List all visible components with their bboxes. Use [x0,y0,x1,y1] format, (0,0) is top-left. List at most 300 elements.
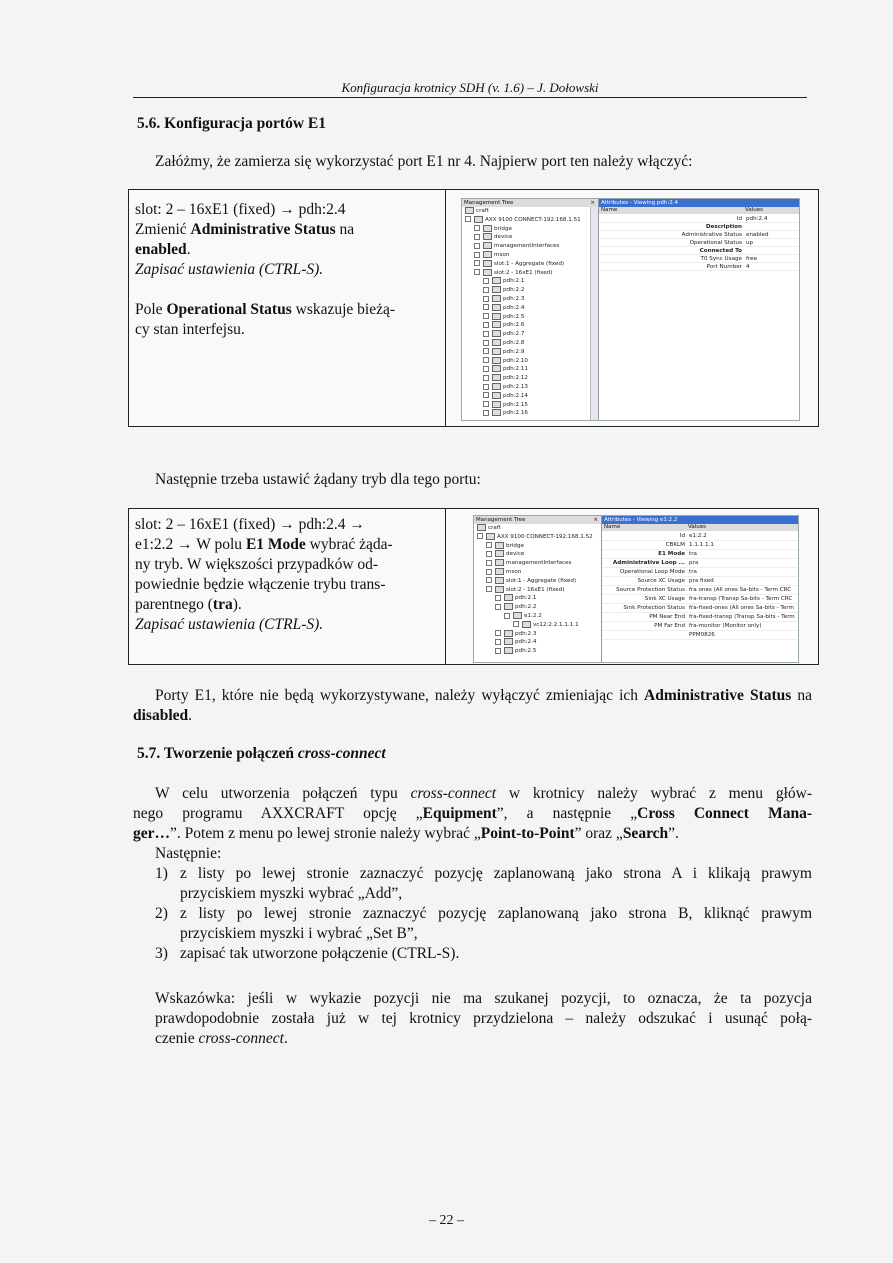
expand-icon[interactable] [486,569,492,575]
attribute-value: enabled [746,232,769,238]
node-icon [492,295,501,302]
expand-icon[interactable] [483,304,489,310]
tree-item[interactable] [465,216,581,224]
disable-e: . [188,707,193,724]
node-icon [492,409,501,416]
expand-icon[interactable] [486,560,492,566]
tree-item[interactable] [483,383,528,391]
p1c: w krotnicy należy wybrać z menu głów- [496,785,812,802]
node-icon [492,383,501,390]
tip3c: . [283,1030,288,1047]
node-icon [492,286,501,293]
attribute-value: PPM0826 [689,632,715,638]
attribute-row[interactable] [602,577,798,585]
node-icon [492,401,501,408]
attribute-row[interactable] [602,613,798,621]
disable-c: na [791,687,812,704]
expand-icon[interactable] [495,639,501,645]
box2-line1: slot: 2 – 16xE1 (fixed) → pdh:2.4 → [135,516,365,533]
attribute-name: E1 Mode [658,551,685,557]
expand-icon[interactable] [483,313,489,319]
tree-item[interactable] [474,225,512,233]
attribute-row[interactable] [599,215,799,223]
attribute-name: Operational Loop Mode [619,569,685,575]
p2c: ”, a następnie „ [496,805,638,822]
node-icon [504,638,513,645]
attribute-name: Administrative Loop ... [612,560,685,566]
tree-item[interactable] [495,630,536,638]
box2-line5 [135,595,439,615]
attribute-name: Source Protection Status [616,587,685,593]
box1-line5b: Operational Status [166,301,292,318]
attribute-name: Administrative Status [681,232,742,238]
section-5-6-heading: 5.6. Konfiguracja portów E1 [137,115,327,132]
expand-icon[interactable] [474,234,480,240]
tree-item[interactable] [477,533,593,541]
attribute-row[interactable] [602,622,798,630]
box1-line2c: na [335,221,355,238]
attribute-value: 4 [746,264,750,270]
tree-item[interactable] [483,365,528,373]
tree-item-label: slot:1 - Aggregate (fixed) [494,260,565,267]
attribute-row[interactable] [602,541,798,549]
attribute-value: fra ones (All ones Sa-bits - Term CRC [689,587,792,593]
expand-icon[interactable] [483,357,489,363]
expand-icon[interactable] [483,375,489,381]
p1b: cross-connect [410,785,497,802]
expand-icon[interactable] [486,577,492,583]
attribute-row[interactable] [599,231,799,239]
expand-icon[interactable] [474,225,480,231]
node-icon [495,586,504,593]
attribute-value: fra-fixed-ones (All ones Sa-bits - Term [689,605,794,611]
box2-line5a: parentnego ( [135,596,213,613]
box2-line4: powiednie będzie włączenie trybu trans- [135,576,386,593]
tip-line3 [155,1029,812,1049]
box2-line5b: tra [212,596,233,613]
p2b: Equipment [422,805,497,822]
attribute-value: tra [689,551,697,557]
node-icon [492,357,501,364]
disable-paragraph [133,686,812,726]
node-icon [504,630,513,637]
tree-item-label: pdh:2.2 [503,287,525,294]
box1-line3a: enabled [135,241,187,258]
node-icon [474,216,483,223]
box1-line6: cy stan interfejsu. [135,321,245,338]
tree-item[interactable] [486,577,576,585]
expand-icon[interactable] [474,252,480,258]
box1-line5a: Pole [135,301,167,318]
table-divider [445,190,446,426]
attribute-value: fra-monitor (Monitor only) [689,623,762,629]
expand-icon[interactable] [483,331,489,337]
tree-item[interactable] [504,612,542,620]
attributes-titlebar: Attributes - Viewing e1:2.2 [602,516,798,524]
attribute-row[interactable] [602,586,798,594]
p1-line1 [133,784,812,804]
section-5-7-p1 [133,784,812,864]
p2d: Cross Connect Mana- [637,805,812,822]
disable-a: Porty E1, które nie będą wykorzystywane, należy wyłączyć zmieniając ich [155,687,645,704]
box2-line5c: ). [232,596,242,613]
attribute-name: Id [736,216,742,222]
node-icon [465,207,474,214]
tree-item-label: device [494,234,513,241]
tree-item[interactable] [486,550,524,558]
box1-line2a: Zmienić [135,221,191,238]
tree-item-label: pdh:2.8 [503,340,525,346]
node-icon [492,374,501,381]
node-icon [504,647,513,654]
tip-paragraph [155,989,812,1049]
attribute-row[interactable] [599,239,799,247]
tree-item-label: slot:1 - Aggregate (fixed) [506,577,577,584]
box2-save-hint: Zapisać ustawienia (CTRL-S). [135,616,324,633]
attribute-value: pra fixed [689,578,714,584]
tree-item[interactable] [483,330,524,338]
attribute-name: Source XC Usage [637,578,685,584]
tree-item[interactable] [483,295,524,303]
tree-item[interactable] [465,207,489,215]
p1-line2 [133,804,812,824]
tree-item-label: mson [494,252,510,258]
expand-icon[interactable] [465,216,471,222]
expand-icon[interactable] [474,269,480,275]
col-name-label: Name [604,524,621,530]
tree-item-label: pdh:2.10 [503,357,528,364]
tip3b: cross-connect [198,1030,284,1047]
attribute-name: Port Number [706,264,742,270]
expand-icon[interactable] [474,260,480,266]
box1-line2b: Administrative Status [190,221,336,238]
node-icon [495,568,504,575]
expand-icon[interactable] [483,296,489,302]
p1-line3 [133,824,812,844]
p3f: ”. [668,825,679,842]
tree-titlebar [462,199,598,207]
tree-titlebar [474,516,601,524]
expand-icon[interactable] [495,604,501,610]
tree-item[interactable] [483,401,528,409]
node-icon [492,321,501,328]
attribute-row[interactable] [599,263,799,271]
expand-icon[interactable] [483,340,489,346]
tree-item-label: pdh:2.5 [503,313,525,320]
tree-item[interactable] [483,286,524,294]
disable-b: Administrative Status [644,687,792,704]
tree-item[interactable] [486,559,571,567]
attribute-name: PM Far End [654,623,685,629]
attribute-row[interactable] [602,595,798,603]
p2a: nego programu AXXCRAFT opcję „ [133,805,423,822]
box1-line2 [135,220,395,240]
attribute-row[interactable] [602,532,798,540]
expand-icon[interactable] [483,348,489,354]
box2-line2c: wybrać żąda- [305,536,393,553]
tree-item[interactable] [486,586,564,594]
tree-item-label: pdh:2.11 [503,366,528,373]
expand-icon[interactable] [486,551,492,557]
p1a: W celu utworzenia połączeń typu [155,785,411,802]
tree-item[interactable] [483,348,524,356]
tree-item[interactable] [474,269,552,277]
attributes-list [599,215,799,420]
tree-item-label: managementInterfaces [506,560,572,567]
node-icon [492,348,501,355]
attribute-value: e1:2.2 [689,533,707,539]
attributes-panel [602,516,798,662]
expand-icon[interactable] [504,613,510,619]
screenshot-1 [461,198,800,421]
attribute-name: Operational Status [689,240,742,246]
expand-icon[interactable] [495,630,501,636]
node-icon [495,542,504,549]
tree-item[interactable] [483,409,528,417]
tree-item[interactable] [474,251,509,259]
attribute-name: Sink Protection Status [623,605,685,611]
attribute-row[interactable] [599,223,799,231]
expand-icon[interactable] [477,533,483,539]
box1-line1: slot: 2 – 16xE1 (fixed) → pdh:2.4 [135,201,346,218]
tree-item-label: AXX 9100 CONNECT-192.168.1.52 [497,533,593,540]
attribute-row[interactable] [602,604,798,612]
node-icon [483,260,492,267]
node-icon [483,233,492,240]
node-icon [504,594,513,601]
tree-item-label: pdh:2.14 [503,392,528,399]
box1-text [135,200,395,340]
tree-item[interactable] [474,242,559,250]
expand-icon[interactable] [483,392,489,398]
tree-item-label: pdh:2.3 [503,296,525,302]
attribute-row[interactable] [599,247,799,255]
node-icon [483,225,492,232]
col-values-label: Values [745,207,763,213]
expand-icon[interactable] [483,322,489,328]
attribute-row[interactable] [599,255,799,263]
box2-line3: ny tryb. W większości przypadków od- [135,556,379,573]
attribute-row[interactable] [602,568,798,576]
row-divider [599,270,799,271]
node-icon [492,330,501,337]
expand-icon[interactable] [483,287,489,293]
attribute-row[interactable] [602,559,798,567]
attributes-panel [599,199,799,420]
attribute-value: tra [689,569,697,575]
tree-title: Management Tree [476,517,526,523]
tree-item[interactable] [483,374,528,382]
node-icon [492,392,501,399]
node-icon [483,242,492,249]
tree-item-label: pdh:2.7 [503,331,525,338]
tree-list [462,207,590,420]
tree-item-label: pdh:2.2 [515,604,537,611]
tree-item-label: pdh:2.1 [503,278,525,285]
section-5-6-intro: Załóżmy, że zamierza się wykorzystać port E1 nr 4. Najpierw port ten należy włączyć: [155,153,693,170]
node-icon [495,550,504,557]
tree-item-label: pdh:2.13 [503,384,528,390]
page-number: – 22 – [429,1213,464,1228]
node-icon [492,313,501,320]
tree-item[interactable] [483,304,524,312]
expand-icon[interactable] [513,621,519,627]
tree-item-label: craft [476,208,489,214]
node-icon [477,524,486,531]
tree-item-label: bridge [494,225,512,232]
close-icon[interactable]: × [593,517,598,523]
p3d: ” oraz „ [574,825,623,842]
screenshot-2 [473,515,799,663]
node-icon [492,365,501,372]
attribute-name: PM Near End [649,614,685,620]
p3c: Point-to-Point [480,825,575,842]
management-tree-panel [474,516,602,662]
node-icon [495,559,504,566]
tree-item-label: slot:2 - 16xE1 (fixed) [494,269,553,276]
box2-line2a: e1:2.2 → W polu [135,536,246,553]
list-item-line: przyciskiem myszki wybrać „Add”, [180,885,403,902]
running-header: Konfiguracja krotnicy SDH (v. 1.6) – J. Dołowski [341,80,599,95]
tree-item[interactable] [474,260,564,268]
instruction-table-1 [128,189,819,427]
box2-text [135,515,439,635]
p3b: ”. Potem z menu po lewej stronie należy wybrać „ [170,825,481,842]
attribute-value: fra-fixed-transp (Transp Sa-bits - Term [689,614,795,620]
tree-item[interactable] [495,638,536,646]
expand-icon[interactable] [483,384,489,390]
tree-item-label: vc12:2.2.1.1.1.1 [533,621,579,628]
tree-item[interactable] [483,357,528,365]
tree-item-label: pdh:2.9 [503,348,525,355]
instruction-table-2 [128,508,819,665]
tree-item[interactable] [495,603,536,611]
attribute-name: CBKLM [665,542,685,548]
attribute-value: fra-transp (Transp Sa-bits - Term CRC [689,596,793,602]
tree-item[interactable] [477,524,501,532]
tree-item[interactable] [474,233,512,241]
tree-item-label: pdh:2.5 [515,648,537,655]
tree-item[interactable] [483,392,528,400]
tree-item-label: pdh:2.3 [515,630,537,637]
expand-icon[interactable] [486,586,492,592]
node-icon [492,277,501,284]
col-name-label: Name [601,207,618,213]
attribute-row[interactable] [602,550,798,558]
attributes-list [602,532,798,662]
box1-line5 [135,300,395,320]
attributes-titlebar: Attributes - Viewing pdh:2.4 [599,199,799,207]
node-icon [483,251,492,258]
tree-item-label: device [506,551,525,558]
expand-icon[interactable] [486,542,492,548]
col-values-label: Values [688,524,706,530]
tree-item[interactable] [486,568,521,576]
node-icon [492,339,501,346]
node-icon [504,603,513,610]
tree-item-label: pdh:2.6 [503,322,525,329]
tree-scrollbar[interactable] [590,207,598,420]
tree-item-label: craft [488,525,501,531]
list-item-line: przyciskiem myszki i wybrać „Set B”, [180,925,418,942]
expand-icon[interactable] [483,278,489,284]
list-item-number: 1) [155,865,168,882]
attributes-column-header [599,207,799,214]
attribute-name: Sink XC Usage [644,596,685,602]
attribute-row[interactable] [602,631,798,639]
list-item-line: z listy po lewej stronie zaznaczyć pozycję zaplanowaną jako strona B, kliknąć prawym [180,905,812,922]
tree-title: Management Tree [464,200,514,206]
list-item-number: 2) [155,905,168,922]
row-divider [602,639,798,640]
expand-icon[interactable] [495,648,501,654]
tree-item[interactable] [495,647,536,655]
list-item-number: 3) [155,945,168,962]
attribute-value: pdh:2.4 [746,216,768,222]
section-5-7-heading-b: cross-connect [297,745,386,762]
list-item [155,944,812,964]
node-icon [495,577,504,584]
tree-item[interactable] [483,313,524,321]
expand-icon[interactable] [474,243,480,249]
section-5-7-heading-a: 5.7. Tworzenie połączeń [137,745,298,762]
tree-item[interactable] [483,339,524,347]
list-item-line: zapisać tak utworzone połączenie (CTRL-S). [180,945,460,962]
table-divider [445,509,446,664]
expand-icon[interactable] [483,410,489,416]
attribute-name: Description [705,224,742,230]
expand-icon[interactable] [495,595,501,601]
box1-line5c: wskazuje bieżą- [291,301,396,318]
management-tree-panel [462,199,599,420]
node-icon [483,269,492,276]
tree-item-label: pdh:2.12 [503,375,528,382]
tree-item-label: pdh:2.4 [503,304,525,311]
attribute-name: T0 Sync Usage [700,256,742,262]
box1-line3b: . [186,241,191,258]
tree-item-label: pdh:2.1 [515,595,537,602]
header-rule [133,97,807,98]
tree-item-label: bridge [506,542,524,549]
attribute-value: 1.1.1.1.1 [689,542,714,548]
tip3a: czenie [155,1030,199,1047]
tree-item-label: pdh:2.4 [515,639,537,646]
tree-item[interactable] [495,594,536,602]
tree-item-label: pdh:2.15 [503,401,528,408]
expand-icon[interactable] [483,401,489,407]
tree-item-label: e1:2.2 [524,613,542,619]
tree-item-label: pdh:2.16 [503,410,528,417]
node-icon [486,533,495,540]
tree-list [474,524,601,662]
tree-item-label: mson [506,569,522,575]
disable-d: disabled [133,707,189,724]
node-icon [522,621,531,628]
expand-icon[interactable] [483,366,489,372]
tree-item[interactable] [513,621,579,629]
attribute-value: up [746,240,754,246]
node-icon [513,612,522,619]
node-icon [492,304,501,311]
tree-item-label: managementInterfaces [494,243,560,250]
tree-item[interactable] [483,277,524,285]
close-icon[interactable]: × [590,200,595,206]
list-item-line: z listy po lewej stronie zaznaczyć pozycję zaplanowaną jako strona A i klikają prawym [180,865,812,882]
attribute-value: pra [689,560,699,566]
tree-item[interactable] [486,542,524,550]
tree-item[interactable] [483,321,524,329]
box2-line2 [135,535,439,555]
